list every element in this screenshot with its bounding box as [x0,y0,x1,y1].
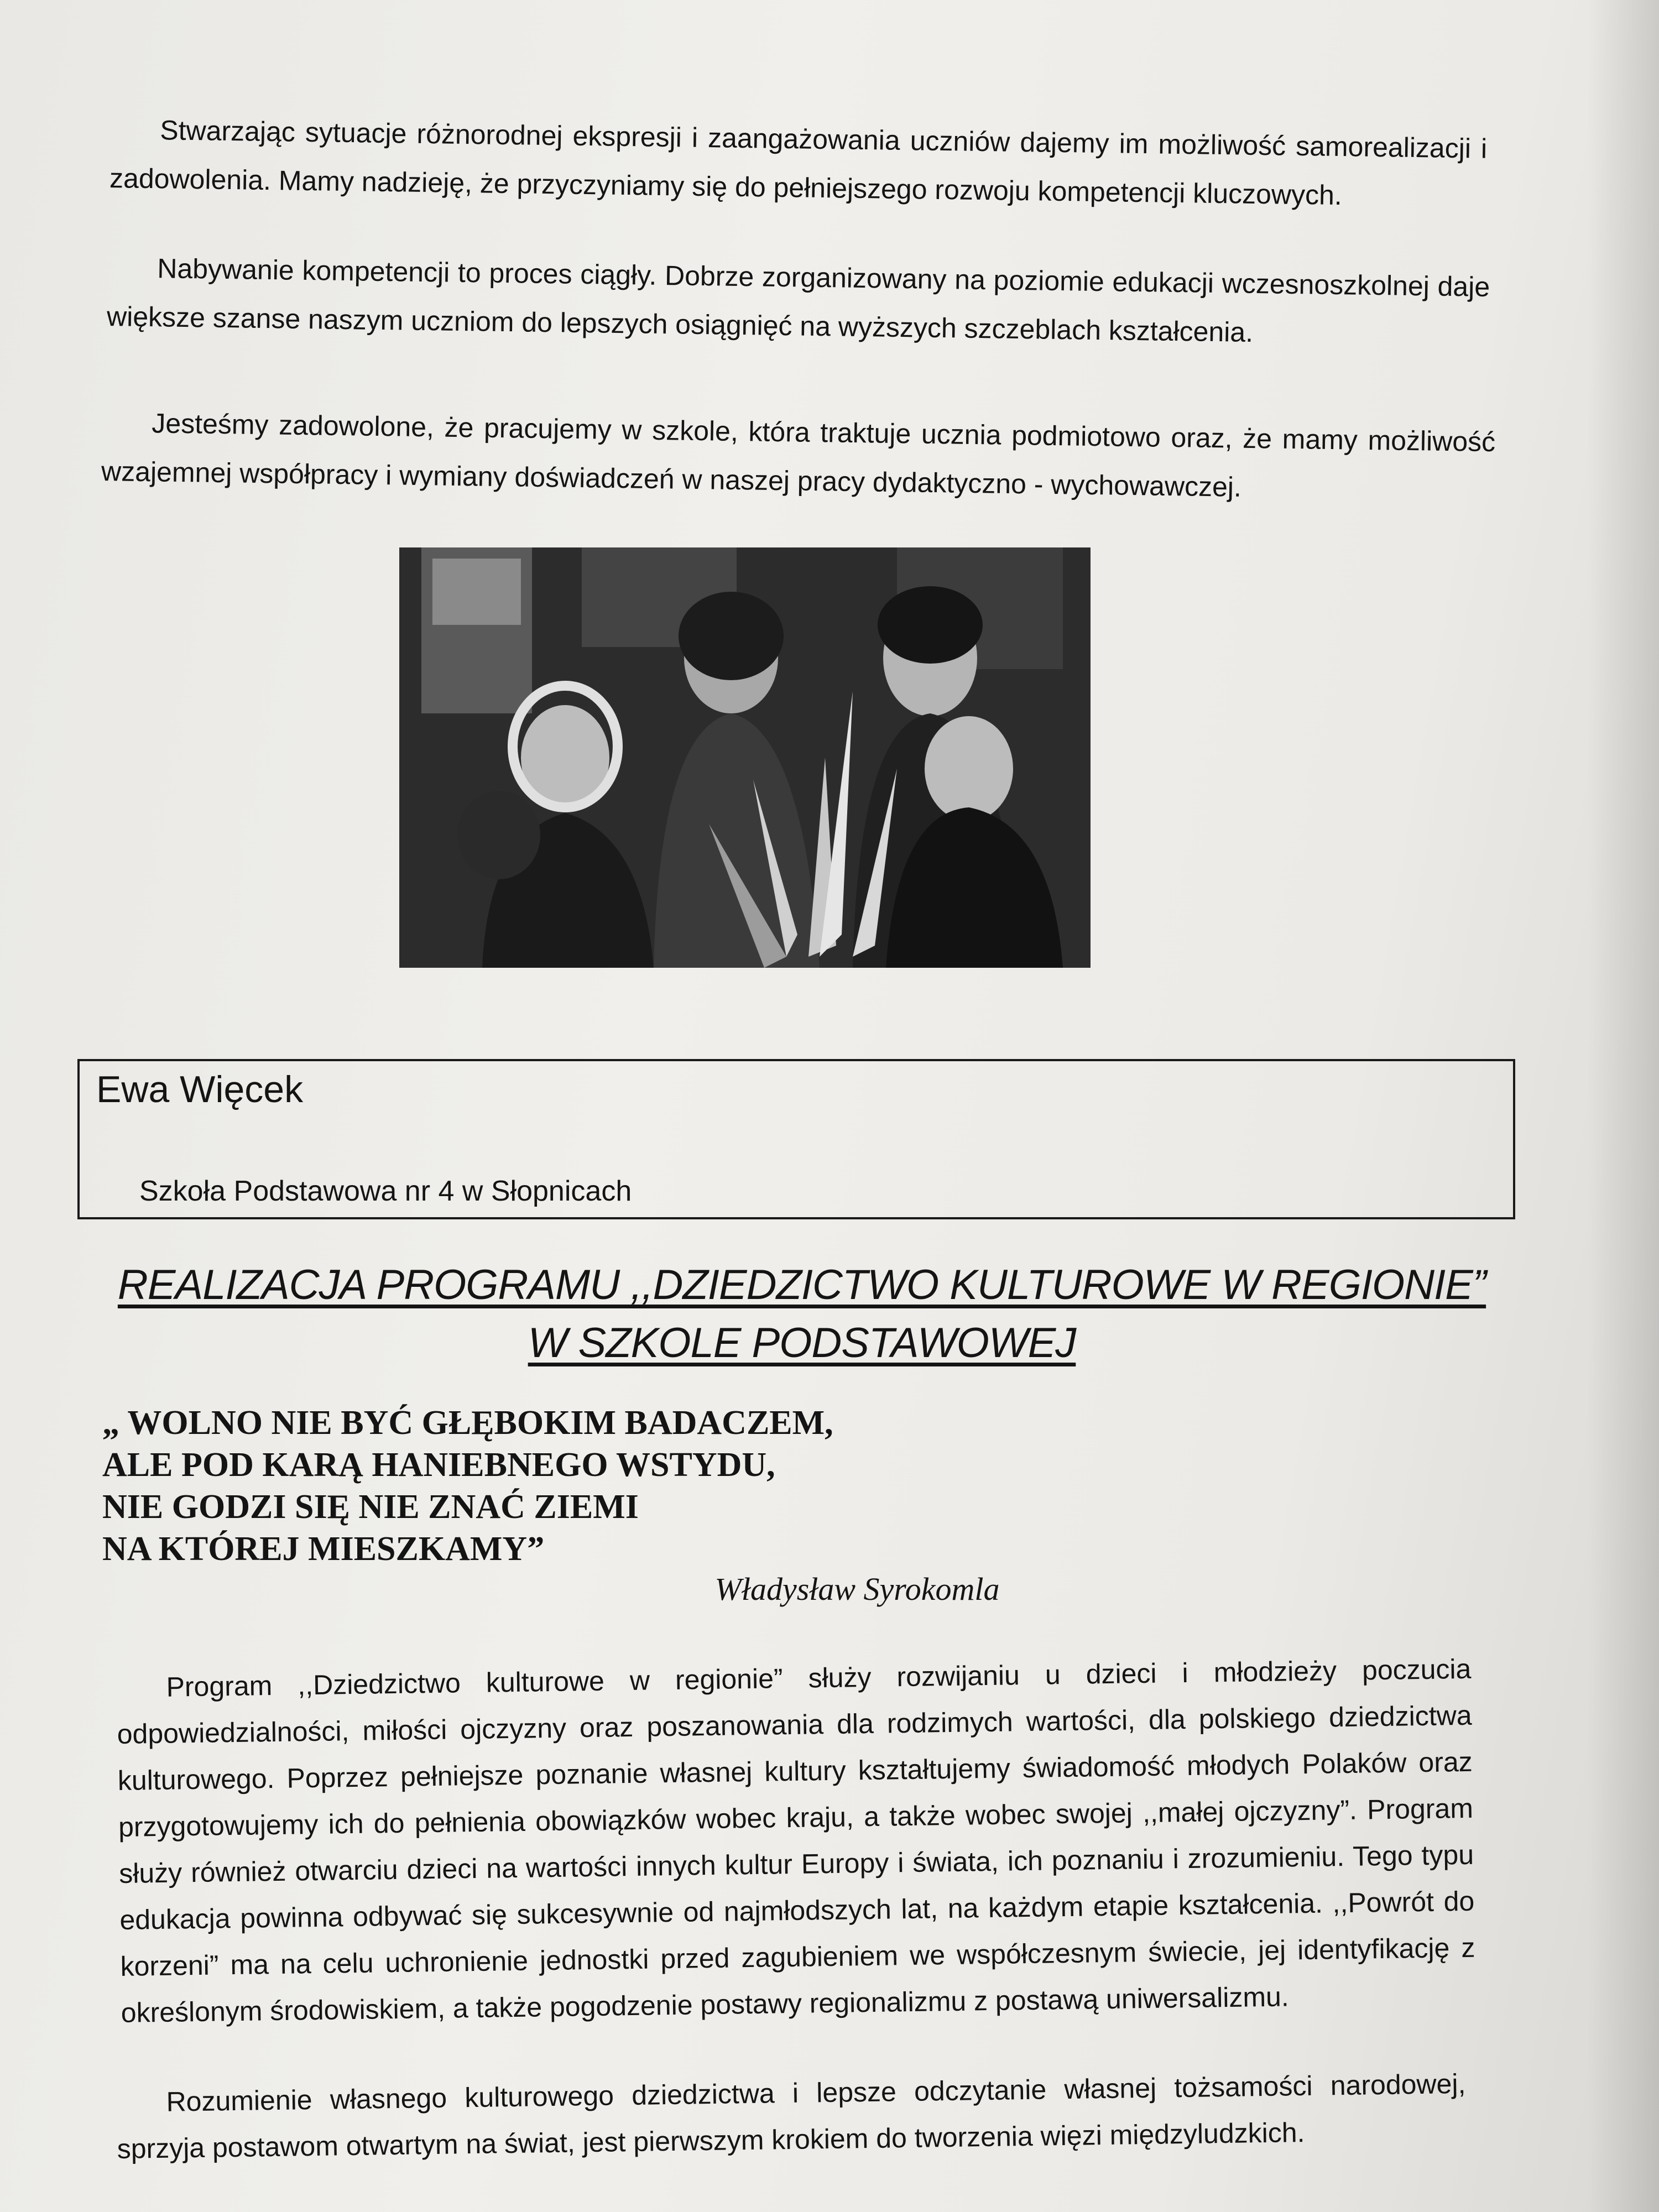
quote-author: Władysław Syrokomla [714,1571,1000,1607]
author-school: Szkoła Podstawowa nr 4 w Słopnicach [139,1175,632,1207]
quote-line: ALE POD KARĄ HANIEBNEGO WSTYDU, [102,1446,775,1484]
quote-line: NA KTÓREJ MIESZKAMY” [102,1530,545,1568]
author-box [77,1059,1515,1219]
paragraph-2: Nabywanie kompetencji to proces ciągły. Dobrze zorganizowany na poziomie edukacji wczesnoszkolnej daje większe szanse naszym uczniom do lepszych osiągnięć na wyższych szczeblach kształcenia. [106,253,1490,348]
quote-line: NIE GODZI SIĘ NIE ZNAĆ ZIEMI [102,1488,639,1526]
quote-line: „ WOLNO NIE BYĆ GŁĘBOKIM BADACZEM, [102,1404,833,1442]
article-title-line1: REALIZACJA PROGRAMU ,,DZIEDZICTWO KULTUROWE W REGIONIE” [117,1261,1486,1308]
paragraph-4: Program ,,Dziedzictwo kulturowe w regionie” służy rozwijaniu u dzieci i młodzieży poczucia odpowiedzialności, miłości ojczyzny oraz poszanowania dla rodzimych wartości, dla polskiego dziedzictwa kulturowego. Poprzez pełniejsze poznanie własnej kultury kształtujemy świadomość młodych Polaków oraz przygotowujemy ich do pełnienia obowiązków wobec kraju, a także wobec swojej ,,małej ojczyzny”. Program służy również otwarciu dzieci na wartości innych kultur Europy i świata, ich poznaniu i zrozumieniu. Tego typu edukacja powinna odbywać się sukcesywnie od najmłodszych lat, na każdym etapie kształcenia. ,,Powrót do korzeni” ma na celu uchronienie jednostki przed zagubieniem we współczesnym świecie, jej identyfikację z określonym środowiskiem, a także pogodzenie postawy regionalizmu z postawą uniwersalizmu. [117,1653,1475,2028]
author-name: Ewa Więcek [96,1068,304,1110]
group-photo [399,547,1091,968]
page-edge-shadow [1587,0,1659,2212]
paragraph-5: Rozumienie własnego kulturowego dziedzictwa i lepsze odczytanie własnej tożsamości narodowej, sprzyja postawom otwartym na świat, jest pierwszym krokiem do tworzenia więzi międzyludzkich. [117,2068,1466,2164]
paragraph-3: Jesteśmy zadowolone, że pracujemy w szkole, która traktuje ucznia podmiotowo oraz, że mamy możliwość wzajemnej współpracy i wymiany doświadczeń w naszej pracy dydaktyczno - wychowawczej. [101,408,1496,503]
epigraph-quote [102,1402,1042,1570]
paragraph-1: Stwarzając sytuacje różnorodnej ekspresji i zaangażowania uczniów dajemy im możliwość samorealizacji i zadowolenia. Mamy nadzieję, że przyczyniamy się do pełniejszego rozwoju kompetencji kluczowych. [109,114,1488,211]
article-title-line2: W SZKOLE PODSTAWOWEJ [528,1319,1076,1366]
group-photo-illustration [399,547,1091,968]
